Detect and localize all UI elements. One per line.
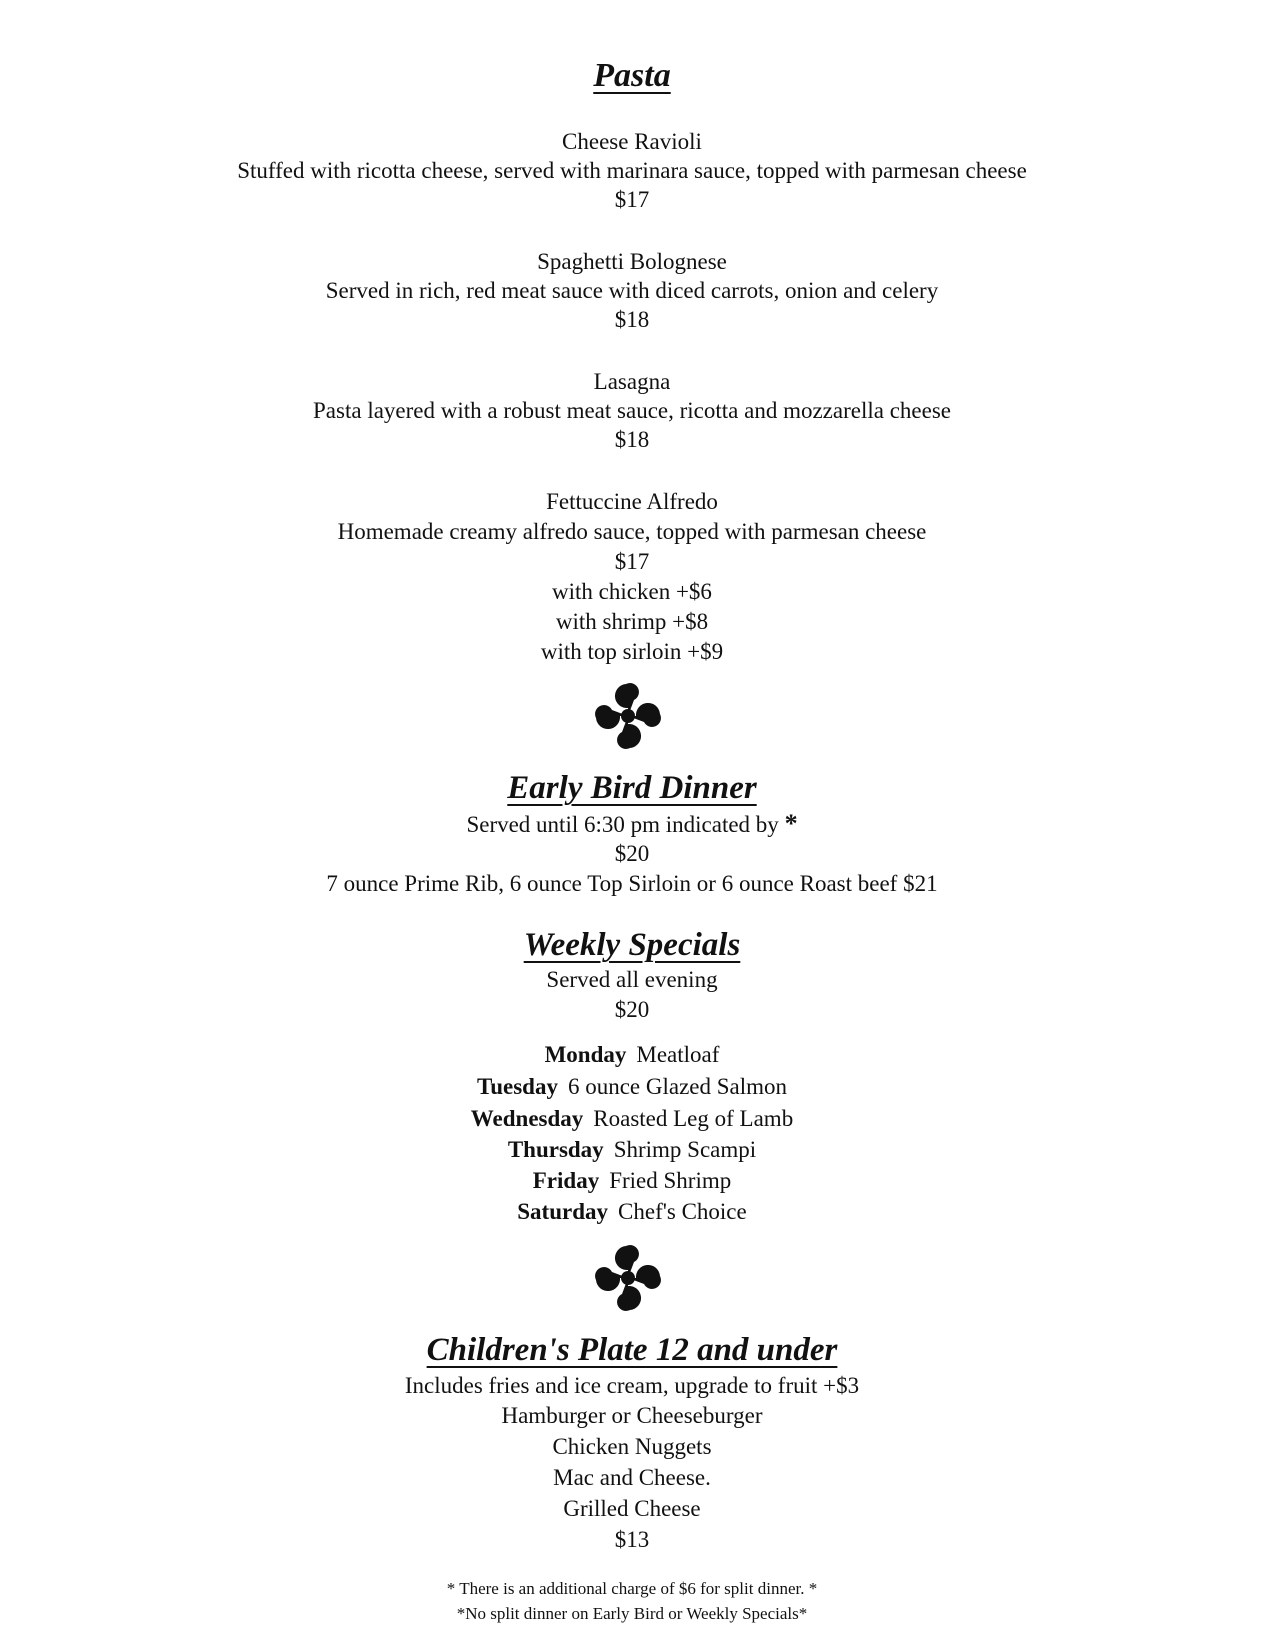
pasta-heading: Pasta — [593, 57, 671, 94]
addon-option: with top sirloin +$9 — [540, 639, 724, 664]
childrens-item: Grilled Cheese — [563, 1496, 701, 1521]
addon-option: with chicken +$6 — [552, 579, 712, 604]
childrens-plate-heading: Children's Plate 12 and under — [426, 1332, 838, 1368]
weekly-special-row — [0, 1136, 1264, 1164]
early-bird-heading: Early Bird Dinner — [507, 770, 757, 806]
menu-item-name: Fettuccine Alfredo — [546, 489, 718, 514]
weekly-special-row — [0, 1167, 1264, 1195]
lauburu-icon — [588, 1238, 668, 1318]
day-label: Monday — [544, 1042, 627, 1067]
childrens-item: Chicken Nuggets — [552, 1434, 712, 1459]
weekly-special-row — [0, 1073, 1264, 1101]
childrens-price: $13 — [614, 1527, 650, 1552]
menu-item-description: Served in rich, red meat sauce with diced carrots, onion and celery — [325, 278, 939, 303]
early-bird-price: $20 — [614, 841, 650, 866]
split-exclusion-note: *No split dinner on Early Bird or Weekly Specials* — [456, 1604, 808, 1623]
day-label: Friday — [532, 1168, 600, 1193]
menu-item-description: Stuffed with ricotta cheese, served with marinara sauce, topped with parmesan cheese — [237, 158, 1027, 183]
asterisk-marker: * — [784, 809, 798, 838]
early-bird-served — [0, 810, 1264, 839]
menu-item-name: Cheese Ravioli — [562, 129, 702, 154]
menu-item-description: Pasta layered with a robust meat sauce, ricotta and mozzarella cheese — [313, 398, 951, 423]
menu-item-price: $18 — [614, 427, 650, 452]
weekly-served: Served all evening — [546, 967, 718, 992]
day-label: Wednesday — [470, 1106, 584, 1131]
menu-item-price: $18 — [614, 307, 650, 332]
addon-option: with shrimp +$8 — [555, 609, 709, 634]
weekly-special-row — [0, 1041, 1264, 1069]
weekly-price: $20 — [614, 997, 650, 1022]
day-label: Saturday — [517, 1199, 609, 1224]
weekly-special-row — [0, 1105, 1264, 1133]
childrens-item: Mac and Cheese. — [553, 1465, 711, 1490]
day-label: Thursday — [507, 1137, 604, 1162]
day-dish: Shrimp Scampi — [613, 1137, 757, 1162]
childrens-item: Hamburger or Cheeseburger — [501, 1403, 763, 1428]
menu-item-name: Lasagna — [593, 369, 671, 394]
day-dish: Meatloaf — [636, 1042, 720, 1067]
day-dish: Fried Shrimp — [609, 1168, 732, 1193]
day-dish: Roasted Leg of Lamb — [593, 1106, 794, 1131]
childrens-includes: Includes fries and ice cream, upgrade to fruit +$3 — [404, 1373, 860, 1398]
day-dish: Chef's Choice — [618, 1199, 747, 1224]
weekly-specials-heading: Weekly Specials — [523, 927, 741, 963]
day-label: Tuesday — [476, 1074, 558, 1099]
lauburu-icon — [588, 676, 668, 756]
early-bird-meats: 7 ounce Prime Rib, 6 ounce Top Sirloin or 6 ounce Roast beef $21 — [326, 871, 938, 896]
menu-item-name: Spaghetti Bolognese — [537, 249, 727, 274]
early-bird-served-text: Served until 6:30 pm indicated by — [466, 812, 779, 837]
day-dish: 6 ounce Glazed Salmon — [567, 1074, 788, 1099]
menu-item-price: $17 — [614, 187, 650, 212]
split-charge-note: * There is an additional charge of $6 for split dinner. * — [446, 1579, 818, 1598]
weekly-special-row — [0, 1198, 1264, 1226]
menu-item-description: Homemade creamy alfredo sauce, topped with parmesan cheese — [337, 519, 927, 544]
menu-item-price: $17 — [614, 549, 650, 574]
